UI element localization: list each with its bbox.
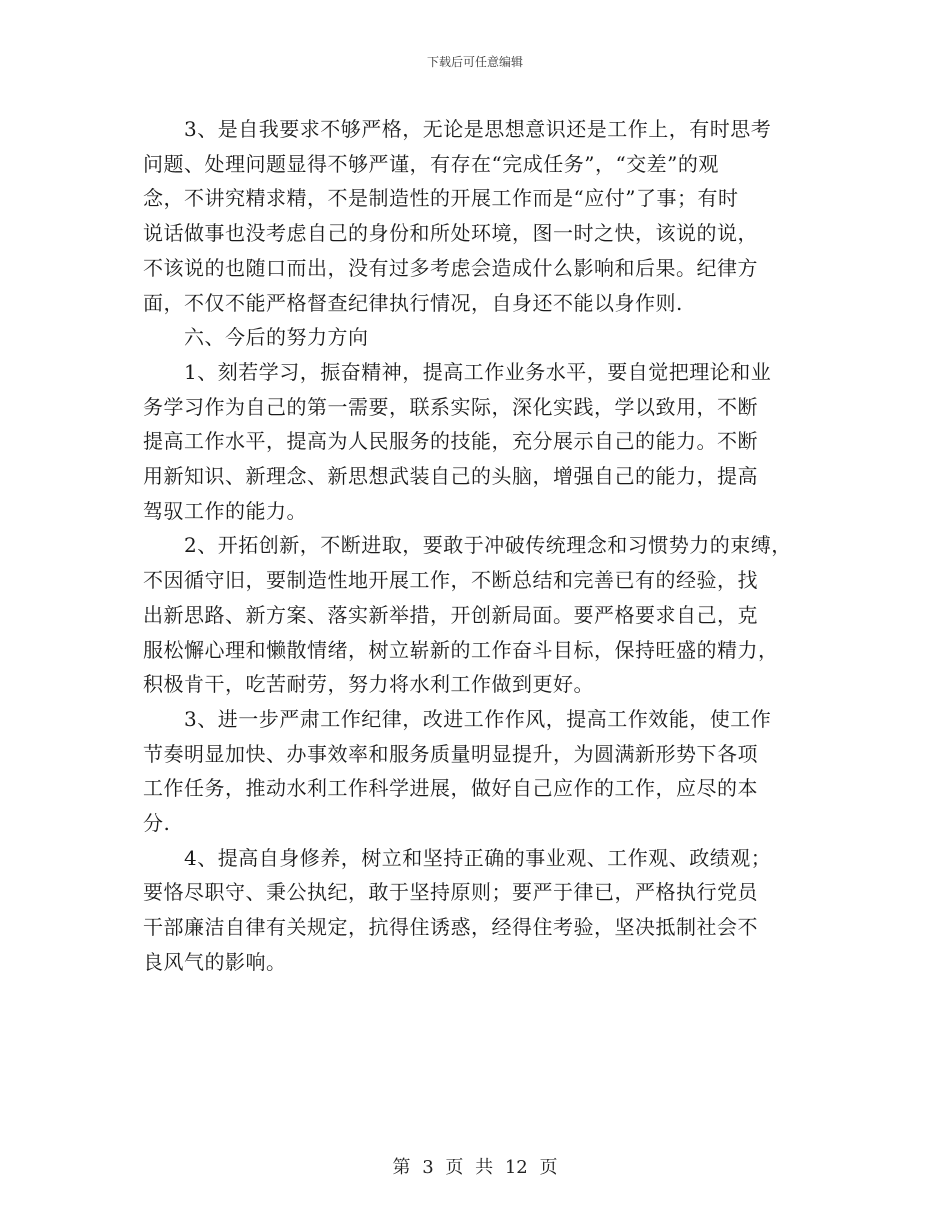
text-line: 提高工作水平，提高为人民服务的技能，充分展示自己的能力。不断: [143, 429, 758, 454]
text-line: 说话做事也没考虑自己的身份和所处环境，图一时之快，该说的说，: [143, 221, 758, 246]
text-line: 3、是自我要求不够严格，无论是思想意识还是工作上，有时思考: [143, 117, 772, 141]
text-line: 工作任务，推动水利工作科学进展，做好自己应作的工作，应尽的本: [143, 776, 758, 801]
section-heading: 六、今后的努力方向: [143, 325, 369, 350]
page-header: 下载后可任意编辑: [426, 55, 523, 69]
text-line: 念，不讲究精求精，不是制造性的开展工作而是“应付”了事；有时: [143, 186, 739, 211]
text-line: 4、提高自身修养，树立和坚持正确的事业观、工作观、政绩观；: [143, 845, 772, 870]
text-line: 问题、处理问题显得不够严谨，有存在“完成任务”，“交差”的观: [143, 151, 719, 176]
text-line: 良风气的影响。: [143, 949, 287, 974]
text-line: 服松懈心理和懒散情绪，树立崭新的工作奋斗目标，保持旺盛的精力，: [143, 637, 779, 662]
text-line: 用新知识、新理念、新思想武装自己的头脑，增强自己的能力，提高: [143, 464, 758, 489]
text-line: 要恪尽职守、秉公执纪，敢于坚持原则；要严于律已，严格执行党员: [143, 880, 758, 905]
text-line: 节奏明显加快、办事效率和服务质量明显提升，为圆满新形势下各项: [143, 741, 758, 766]
text-line: 2、开拓创新，不断进取，要敢于冲破传统理念和习惯势力的束缚，: [143, 533, 792, 558]
text-line: 务学习作为自己的第一需要，联系实际，深化实践，学以致用，不断: [143, 394, 758, 419]
text-line: 积极肯干，吃苦耐劳，努力将水利工作做到更好。: [143, 672, 594, 697]
text-line: 不因循守旧，要制造性地开展工作，不断总结和完善已有的经验，找: [143, 568, 758, 593]
text-line: 3、进一步严肃工作纪律，改进工作作风，提高工作效能，使工作: [143, 706, 772, 731]
text-line: 出新思路、新方案、落实新举措，开创新局面。要严格要求自己，克: [143, 602, 758, 627]
text-line: 面，不仅不能严格督查纪律执行情况，自身还不能以身作则.: [143, 290, 683, 315]
text-line: 干部廉洁自律有关规定，抗得住诱惑，经得住考验，坚决抵制社会不: [143, 915, 758, 940]
text-line: 不该说的也随口而出，没有过多考虑会造成什么影响和后果。纪律方: [143, 255, 758, 280]
text-line: 分.: [143, 811, 171, 836]
text-line: 1、刻若学习，振奋精神，提高工作业务水平，要自觉把理论和业: [143, 359, 772, 384]
body-text: [143, 112, 815, 980]
page-footer: 第 3 页 共 12 页: [392, 1157, 558, 1178]
text-line: 驾驭工作的能力。: [143, 498, 307, 523]
